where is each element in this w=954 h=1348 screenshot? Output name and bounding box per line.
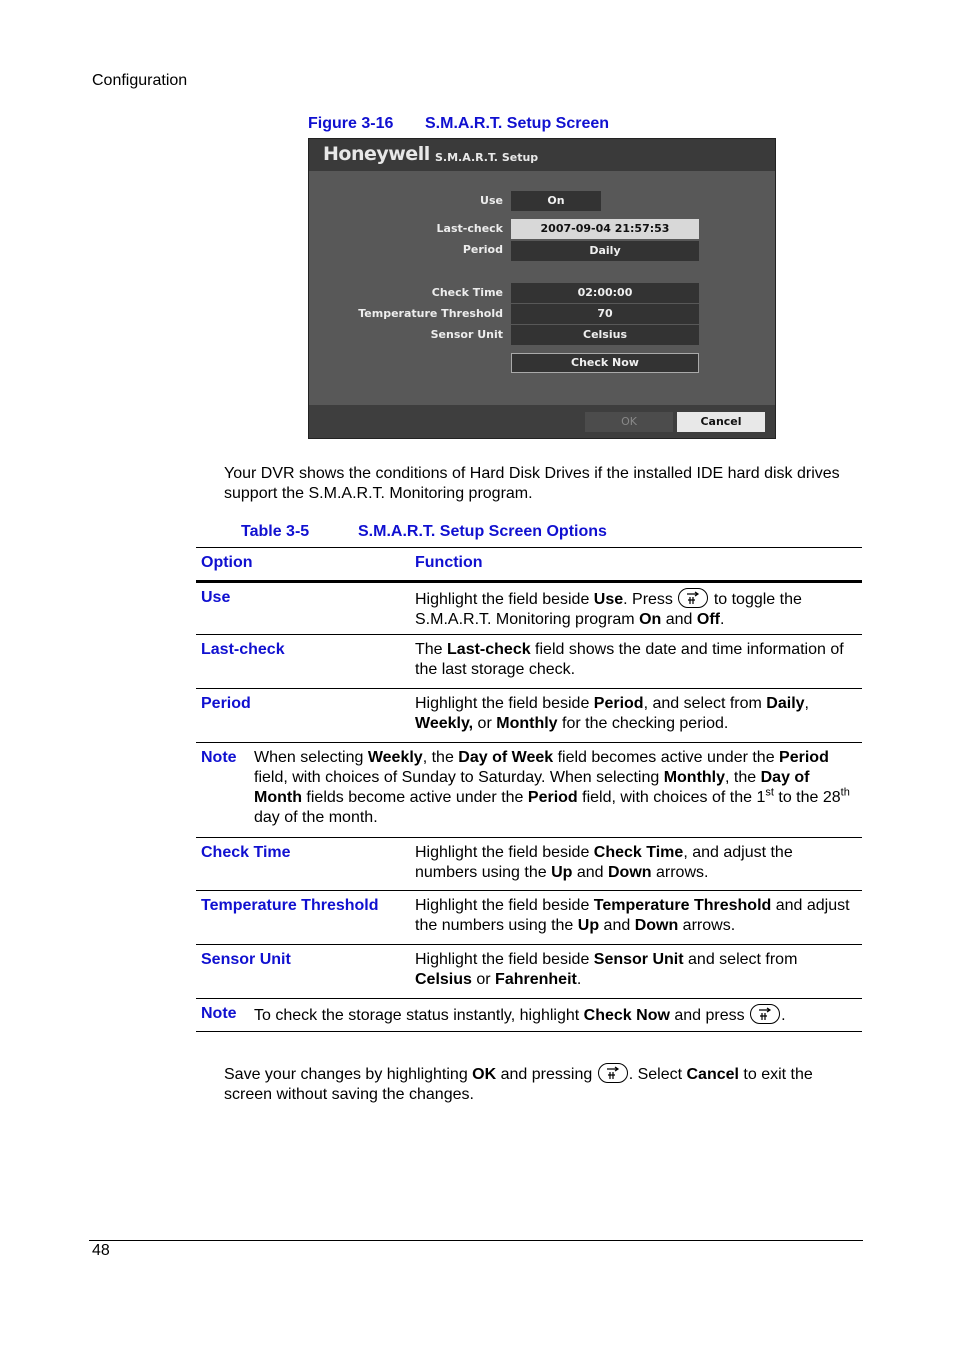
intro-paragraph: Your DVR shows the conditions of Hard Disk Drives if the installed IDE hard disk drives support the S.M.A.R.T. Monitoring program. [224, 465, 840, 502]
page-number: 48 [92, 1242, 110, 1259]
dvr-period-field[interactable]: Daily [511, 241, 699, 261]
dvr-use-label: Use [480, 194, 503, 207]
dvr-cancel-button[interactable]: Cancel [677, 412, 765, 432]
running-header: Configuration [92, 72, 188, 89]
col-function-header: Function [415, 554, 483, 571]
option-last-check: Last-check [201, 641, 285, 658]
dvr-threshold-label: Temperature Threshold [358, 307, 503, 320]
option-check-time: Check Time [201, 844, 291, 861]
note-label: Note [201, 749, 237, 766]
dvr-checktime-field[interactable]: 02:00:00 [511, 283, 699, 303]
note-text: To check the storage status instantly, highlight Check Now and press . [254, 1004, 854, 1026]
col-option-header: Option [201, 554, 253, 571]
table-row [196, 635, 862, 689]
enter-button-icon [598, 1063, 628, 1083]
dvr-use-field[interactable]: On [511, 191, 601, 211]
note-row [196, 999, 862, 1032]
dvr-lastcheck-field: 2007-09-04 21:57:53 [511, 219, 699, 239]
option-period: Period [201, 695, 251, 712]
dvr-period-label: Period [462, 243, 503, 256]
dvr-lastcheck-label: Last-check [436, 222, 503, 235]
table-number: Table 3-5 [241, 523, 310, 540]
footer-divider [89, 1240, 863, 1241]
dvr-sensor-field[interactable]: Celsius [511, 325, 699, 345]
figure-number: Figure 3-16 [308, 115, 394, 132]
table-caption [241, 523, 607, 541]
table-row [196, 583, 862, 635]
dvr-title: S.M.A.R.T. Setup [435, 151, 539, 164]
enter-button-icon [678, 588, 708, 608]
function-temperature-threshold: Highlight the field beside Temperature Threshold and adjust the numbers using the Up and Down arrows. [415, 897, 850, 934]
note-label: Note [201, 1005, 237, 1022]
dvr-screenshot [308, 138, 776, 439]
dvr-logo: Honeywell [323, 143, 430, 165]
enter-button-icon [750, 1004, 780, 1024]
table-row [196, 891, 862, 945]
function-check-time: Highlight the field beside Check Time, and adjust the numbers using the Up and Down arrows. [415, 844, 793, 881]
figure-caption [308, 115, 609, 133]
dvr-checktime-label: Check Time [431, 286, 503, 299]
dvr-sensor-label: Sensor Unit [430, 328, 503, 341]
function-use: Highlight the field beside Use. Press to toggle the S.M.A.R.T. Monitoring program On and Off. [415, 588, 857, 630]
table-title: S.M.A.R.T. Setup Screen Options [358, 523, 607, 540]
function-sensor-unit: Highlight the field beside Sensor Unit and select from Celsius or Fahrenheit. [415, 951, 798, 988]
dvr-threshold-field[interactable]: 70 [511, 304, 699, 324]
options-table [196, 547, 862, 1032]
function-period: Highlight the field beside Period, and select from Daily, Weekly, or Monthly for the checking period. [415, 695, 809, 732]
option-sensor-unit: Sensor Unit [201, 951, 291, 968]
dvr-check-now-button[interactable]: Check Now [511, 353, 699, 373]
table-header-row [196, 548, 862, 583]
table-row [196, 689, 862, 743]
note-text: When selecting Weekly, the Day of Week field becomes active under the Period field, with choices of Sunday to Saturday. When selecting Monthly, the Day of Month fields become active under the Period field, with choices of the 1st to the 28th day of the month. [254, 749, 850, 826]
table-row [196, 838, 862, 891]
dvr-ok-button[interactable]: OK [585, 412, 673, 432]
function-last-check: The Last-check field shows the date and time information of the last storage check. [415, 641, 844, 678]
option-temperature-threshold: Temperature Threshold [201, 897, 379, 914]
option-use: Use [201, 589, 231, 606]
save-paragraph: Save your changes by highlighting OK and pressing . Select Cancel to exit the screen without saving the changes. [224, 1063, 864, 1105]
figure-title: S.M.A.R.T. Setup Screen [425, 115, 610, 132]
table-row [196, 945, 862, 999]
note-row [196, 743, 862, 838]
